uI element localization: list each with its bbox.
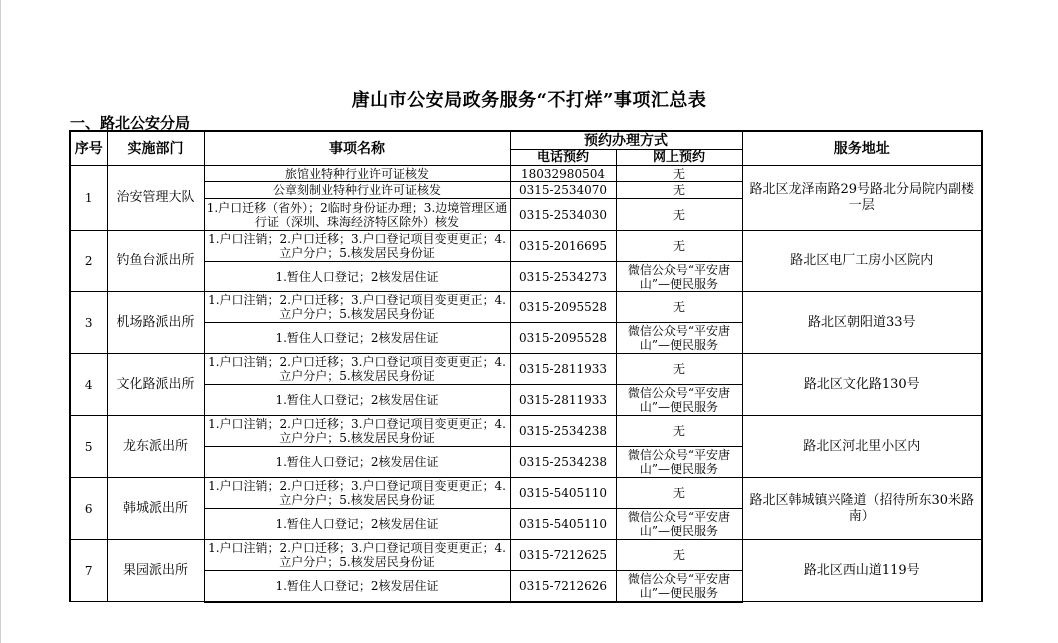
header-phone-booking: 电话预约: [510, 150, 616, 166]
seq-cell: 4: [70, 354, 107, 416]
online-cell: 无: [616, 182, 742, 199]
item-cell: 1.暂住人口登记；2核发居住证: [204, 447, 510, 478]
item-cell: 1.暂住人口登记；2核发居住证: [204, 323, 510, 354]
header-department: 实施部门: [107, 131, 204, 166]
table-header: [70, 131, 982, 166]
document-title: 唐山市公安局政务服务“不打烊”事项汇总表: [351, 90, 707, 111]
online-cell: 微信公众号“平安唐山”—便民服务: [616, 262, 742, 292]
item-cell: 1.暂住人口登记；2核发居住证: [204, 509, 510, 540]
phone-cell: 0315-7212625: [510, 540, 616, 571]
table-row: [70, 292, 982, 323]
seq-cell: 6: [70, 478, 107, 540]
phone-cell: 0315-2095528: [510, 323, 616, 354]
table-body: [70, 166, 982, 602]
phone-cell: 0315-2534273: [510, 262, 616, 292]
table-row: [70, 478, 982, 509]
address-cell: 路北区河北里小区内: [742, 416, 982, 478]
header-seq: 序号: [70, 131, 107, 166]
online-cell: 无: [616, 231, 742, 262]
online-cell: 无: [616, 478, 742, 509]
header-address: 服务地址: [742, 131, 982, 166]
department-cell: 韩城派出所: [107, 478, 204, 540]
header-item-name: 事项名称: [204, 131, 510, 166]
table-row: [70, 231, 982, 262]
address-cell: 路北区韩城镇兴隆道（招待所东30米路南）: [742, 478, 982, 540]
seq-cell: 2: [70, 231, 107, 292]
table-row: [70, 416, 982, 447]
phone-cell: 0315-2534238: [510, 416, 616, 447]
table-row: [70, 166, 982, 182]
item-cell: 1.暂住人口登记；2核发居住证: [204, 262, 510, 292]
seq-cell: 3: [70, 292, 107, 354]
department-cell: 机场路派出所: [107, 292, 204, 354]
item-cell: 1.户口注销；2.户口迁移；3.户口登记项目变更更正；4.立户分户；5.核发居民身份证: [204, 540, 510, 571]
item-cell: 1.暂住人口登记；2核发居住证: [204, 385, 510, 416]
phone-cell: 0315-2811933: [510, 354, 616, 385]
online-cell: 微信公众号“平安唐山”—便民服务: [616, 571, 742, 602]
online-cell: 微信公众号“平安唐山”—便民服务: [616, 447, 742, 478]
address-cell: 路北区文化路130号: [742, 354, 982, 416]
online-cell: 无: [616, 354, 742, 385]
address-cell: 路北区电厂工房小区院内: [742, 231, 982, 292]
phone-cell: 0315-2016695: [510, 231, 616, 262]
online-cell: 无: [616, 540, 742, 571]
seq-cell: 1: [70, 166, 107, 231]
item-cell: 1.户口注销；2.户口迁移；3.户口登记项目变更更正；4.立户分户；5.核发居民身份证: [204, 292, 510, 323]
item-cell: 1.户口注销；2.户口迁移；3.户口登记项目变更更正；4.立户分户；5.核发居民身份证: [204, 231, 510, 262]
table-row: [70, 540, 982, 571]
seq-cell: 7: [70, 540, 107, 602]
service-table: [69, 130, 983, 603]
address-cell: 路北区西山道119号: [742, 540, 982, 602]
online-cell: 微信公众号“平安唐山”—便民服务: [616, 509, 742, 540]
header-appointment: 预约办理方式: [510, 131, 742, 150]
phone-cell: 0315-2534238: [510, 447, 616, 478]
item-cell: 1.户口注销；2.户口迁移；3.户口登记项目变更更正；4.立户分户；5.核发居民身份证: [204, 478, 510, 509]
item-cell: 1.户口注销；2.户口迁移；3.户口登记项目变更更正；4.立户分户；5.核发居民身份证: [204, 416, 510, 447]
table-row: [70, 354, 982, 385]
online-cell: 无: [616, 292, 742, 323]
item-cell: 旅馆业特种行业许可证核发: [204, 166, 510, 182]
online-cell: 无: [616, 199, 742, 231]
department-cell: 钓鱼台派出所: [107, 231, 204, 292]
item-cell: 公章刻制业特种行业许可证核发: [204, 182, 510, 199]
department-cell: 龙东派出所: [107, 416, 204, 478]
online-cell: 微信公众号“平安唐山”—便民服务: [616, 385, 742, 416]
seq-cell: 5: [70, 416, 107, 478]
department-cell: 文化路派出所: [107, 354, 204, 416]
online-cell: 无: [616, 416, 742, 447]
phone-cell: 0315-2534070: [510, 182, 616, 199]
department-cell: 果园派出所: [107, 540, 204, 602]
online-cell: 无: [616, 166, 742, 182]
item-cell: 1.户口注销；2.户口迁移；3.户口登记项目变更更正；4.立户分户；5.核发居民身份证: [204, 354, 510, 385]
phone-cell: 0315-5405110: [510, 478, 616, 509]
address-cell: 路北区朝阳道33号: [742, 292, 982, 354]
phone-cell: 0315-5405110: [510, 509, 616, 540]
address-cell: 路北区龙泽南路29号路北分局院内副楼一层: [742, 166, 982, 231]
online-cell: 微信公众号“平安唐山”—便民服务: [616, 323, 742, 354]
department-cell: 治安管理大队: [107, 166, 204, 231]
section-heading: 一、路北公安分局: [70, 114, 191, 132]
phone-cell: 0315-7212626: [510, 571, 616, 602]
item-cell: 1.户口迁移（省外）；2临时身份证办理；3.边境管理区通行证（深圳、珠海经济特区除外）核发: [204, 199, 510, 231]
item-cell: 1.暂住人口登记；2核发居住证: [204, 571, 510, 602]
phone-cell: 0315-2095528: [510, 292, 616, 323]
phone-cell: 0315-2534030: [510, 199, 616, 231]
phone-cell: 0315-2811933: [510, 385, 616, 416]
phone-cell: 18032980504: [510, 166, 616, 182]
header-online-booking: 网上预约: [616, 150, 742, 166]
